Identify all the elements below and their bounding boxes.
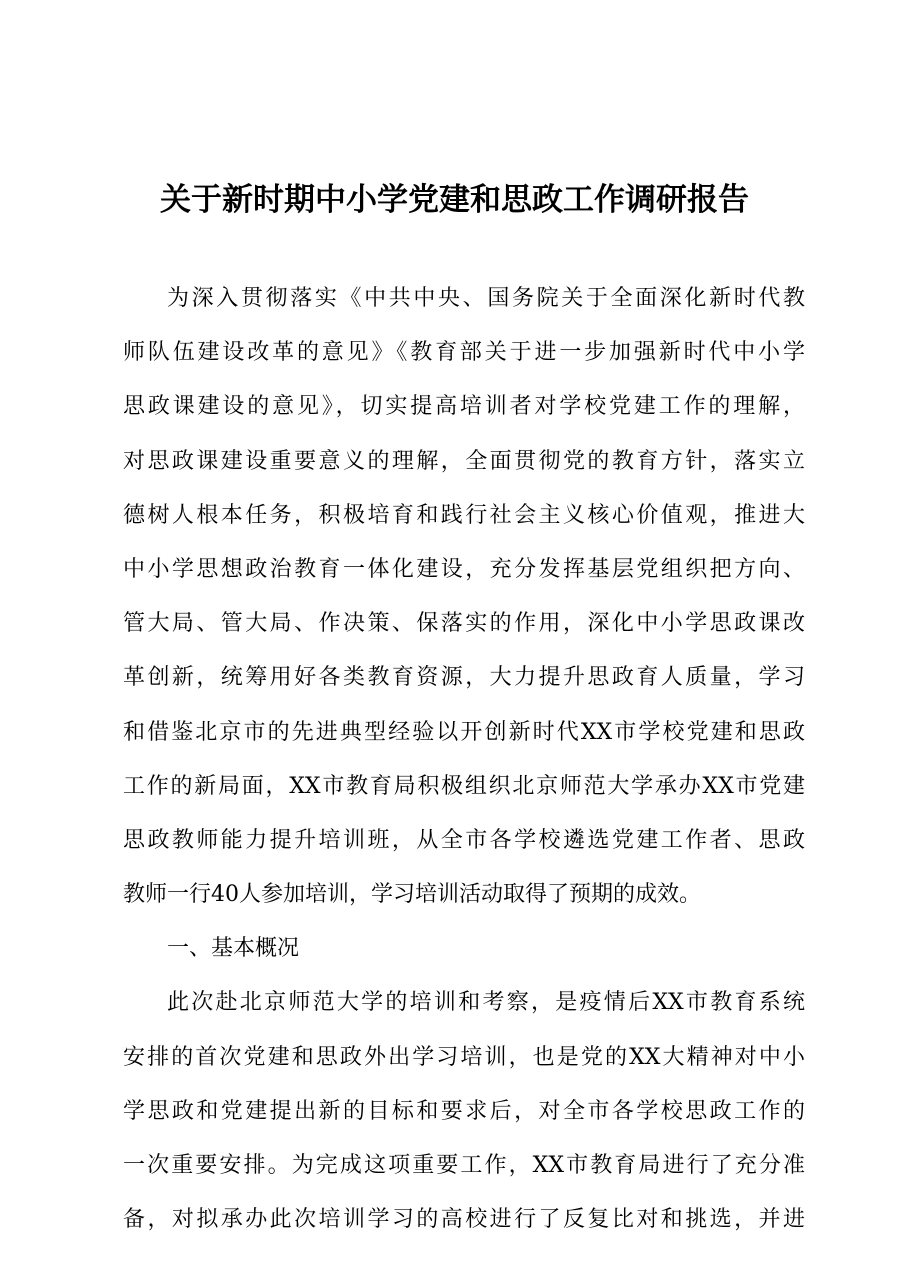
section-heading: 一、基本概况 — [167, 936, 300, 962]
document-title: 关于新时期中小学党建和思政工作调研报告 — [160, 182, 749, 218]
paragraph-1-line: 中小学思想政治教育一体化建设，充分发挥基层党组织把方向、 — [123, 556, 805, 582]
paragraph-2-line: 安排的首次党建和思政外出学习培训，也是党的XX大精神对中小 — [123, 1044, 805, 1070]
paragraph-2-line: 备，对拟承办此次培训学习的高校进行了反复比对和挑选，并进 — [123, 1207, 805, 1233]
paragraph-1-line: 思政教师能力提升培训班，从全市各学校遴选党建工作者、思政 — [123, 827, 805, 853]
paragraph-2-line: 一次重要安排。为完成这项重要工作，XX市教育局进行了充分准 — [123, 1153, 805, 1178]
paragraph-1-line: 思政课建设的意见》，切实提高培训者对学校党建工作的理解， — [123, 394, 805, 420]
paragraph-1-line: 德树人根本任务，积极培育和践行社会主义核心价值观，推进大 — [123, 502, 805, 528]
paragraph-1-line: 对思政课建设重要意义的理解，全面贯彻党的教育方针，落实立 — [123, 448, 805, 474]
document-body — [123, 272, 805, 1247]
paragraph-1-line: 为深入贯彻落实《中共中央、国务院关于全面深化新时代教 — [167, 286, 805, 311]
paragraph-1-line: 和借鉴北京市的先进典型经验以开创新时代XX市学校党建和思政 — [123, 719, 805, 745]
paragraph-1-line: 管大局、管大局、作决策、保落实的作用，深化中小学思政课改 — [123, 611, 805, 637]
paragraph-1-line: 工作的新局面，XX市教育局积极组织北京师范大学承办XX市党建 — [123, 773, 805, 799]
paragraph-2-line: 学思政和党建提出新的目标和要求后，对全市各学校思政工作的 — [123, 1098, 805, 1124]
paragraph-1-line: 师队伍建设改革的意见》《教育部关于进一步加强新时代中小学 — [123, 340, 805, 366]
paragraph-1-line: 教师一行40人参加培训，学习培训活动取得了预期的成效。 — [123, 882, 701, 908]
paragraph-1-line: 革创新，统筹用好各类教育资源，大力提升思政育人质量，学习 — [123, 665, 805, 691]
paragraph-2-line: 此次赴北京师范大学的培训和考察，是疫情后XX市教育系统 — [167, 990, 805, 1016]
